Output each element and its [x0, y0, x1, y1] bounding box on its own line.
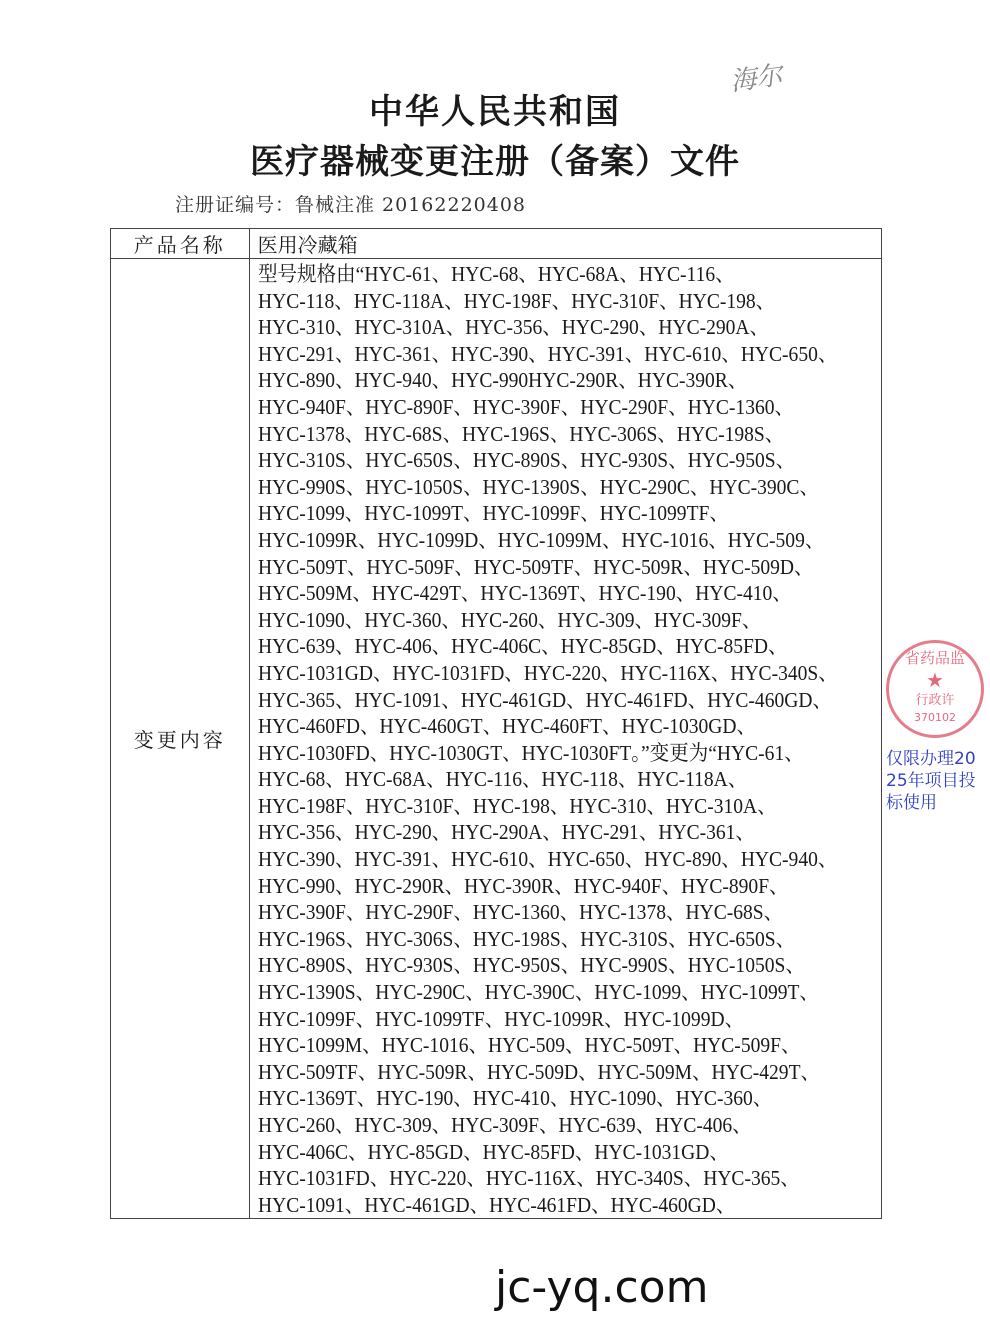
change-content-line: HYC-1031FD、HYC-220、HYC-116X、HYC-340S、HYC-365、 — [257, 1166, 800, 1191]
change-content-line: HYC-990S、HYC-1050S、HYC-1390S、HYC-290C、HYC-390C、 — [257, 474, 819, 499]
table-row-product-name — [111, 229, 882, 259]
change-content-line: HYC-1090、HYC-360、HYC-260、HYC-309、HYC-309F、 — [257, 607, 762, 632]
change-content-label: 变更内容 — [111, 259, 250, 1219]
change-content-line: HYC-509TF、HYC-509R、HYC-509D、HYC-509M、HYC-429T、 — [257, 1059, 820, 1084]
seal-code: 370102 — [914, 711, 956, 724]
table-row-change-content — [111, 259, 882, 1219]
change-content-line: HYC-1390S、HYC-290C、HYC-390C、HYC-1099、HYC-1099T、 — [257, 980, 819, 1005]
watermark: jc-yq.com — [495, 1262, 709, 1313]
change-content-line: HYC-890、HYC-940、HYC-990HYC-290R、HYC-390R、 — [257, 368, 747, 393]
change-content-line: HYC-291、HYC-361、HYC-390、HYC-391、HYC-610、HYC-650、 — [257, 341, 837, 366]
change-content-line: HYC-990、HYC-290R、HYC-390R、HYC-940F、HYC-890F、 — [257, 873, 789, 898]
change-content-line: HYC-390、HYC-391、HYC-610、HYC-650、HYC-890、HYC-940、 — [257, 847, 837, 872]
change-content-text — [258, 259, 881, 1218]
change-content-line: HYC-1099、HYC-1099T、HYC-1099F、HYC-1099TF、 — [257, 501, 729, 526]
official-seal — [886, 640, 984, 738]
change-content-line: HYC-509T、HYC-509F、HYC-509TF、HYC-509R、HYC-509D、 — [257, 554, 814, 579]
change-content-line: HYC-940F、HYC-890F、HYC-390F、HYC-290F、HYC-1360、 — [257, 394, 794, 419]
seal-text: 省药品监 — [904, 649, 965, 667]
change-content-line: HYC-460FD、HYC-460GT、HYC-460FT、HYC-1030GD、 — [257, 714, 756, 739]
usage-restriction-note: 仅限办理2025年项目投标使用 — [886, 749, 976, 813]
change-content-line: HYC-1030FD、HYC-1030GT、HYC-1030FT。”变更为“HYC-61、 — [257, 740, 804, 765]
change-content-line: HYC-356、HYC-290、HYC-290A、HYC-291、HYC-361、 — [257, 820, 755, 845]
change-content-line: HYC-1099F、HYC-1099TF、HYC-1099R、HYC-1099D、 — [257, 1006, 744, 1031]
seal-star-icon: ★ — [926, 668, 944, 692]
change-content-line: HYC-260、HYC-309、HYC-309F、HYC-639、HYC-406、 — [257, 1113, 752, 1137]
product-name-value: 医用冷藏箱 — [249, 229, 881, 259]
change-content-line: HYC-1099R、HYC-1099D、HYC-1099M、HYC-1016、HYC-509、 — [257, 527, 824, 552]
change-content-line: HYC-310、HYC-310A、HYC-356、HYC-290、HYC-290A、 — [257, 315, 769, 340]
change-content-line: HYC-365、HYC-1091、HYC-461GD、HYC-461FD、HYC-460GD、 — [257, 687, 832, 712]
change-content-line: HYC-118、HYC-118A、HYC-198F、HYC-310F、HYC-198、 — [257, 288, 775, 313]
change-content-line: HYC-1031GD、HYC-1031FD、HYC-220、HYC-116X、HYC-340S、 — [257, 660, 838, 685]
seal-bottom-text: 行政许 — [915, 693, 955, 708]
change-content-line: HYC-390F、HYC-290F、HYC-1360、HYC-1378、HYC-68S、 — [257, 900, 783, 925]
change-content-line: 型号规格由“HYC-61、HYC-68、HYC-68A、HYC-116、 — [257, 262, 735, 286]
change-content-line: HYC-196S、HYC-306S、HYC-198S、HYC-310S、HYC-650S、 — [257, 926, 795, 951]
change-content-line: HYC-639、HYC-406、HYC-406C、HYC-85GD、HYC-85FD、 — [257, 634, 788, 659]
change-content-line: HYC-890S、HYC-930S、HYC-950S、HYC-990S、HYC-1050S、 — [257, 953, 805, 978]
change-content-line: HYC-509M、HYC-429T、HYC-1369T、HYC-190、HYC-410、 — [257, 581, 792, 606]
change-table — [110, 228, 882, 1219]
change-content-line: HYC-406C、HYC-85GD、HYC-85FD、HYC-1031GD、 — [257, 1139, 729, 1164]
document-title-line1: 中华人民共和国 — [369, 92, 621, 132]
change-content-line: HYC-1369T、HYC-190、HYC-410、HYC-1090、HYC-360、 — [257, 1086, 772, 1111]
change-content-line: HYC-1099M、HYC-1016、HYC-509、HYC-509T、HYC-509F、 — [257, 1033, 801, 1058]
document-title-line2: 医疗器械变更注册（备案）文件 — [250, 142, 740, 182]
product-name-label: 产品名称 — [111, 229, 250, 259]
change-content-line: HYC-68、HYC-68A、HYC-116、HYC-118、HYC-118A、 — [257, 767, 747, 792]
handwritten-note: 海尔 — [728, 60, 785, 98]
change-content-line: HYC-1091、HYC-461GD、HYC-461FD、HYC-460GD、 — [257, 1192, 736, 1217]
change-content-line: HYC-1378、HYC-68S、HYC-196S、HYC-306S、HYC-198S、 — [257, 421, 784, 446]
change-content-line: HYC-198F、HYC-310F、HYC-198、HYC-310、HYC-310A、 — [257, 793, 777, 818]
change-content-line: HYC-310S、HYC-650S、HYC-890S、HYC-930S、HYC-950S、 — [257, 448, 795, 473]
registration-number: 注册证编号：鲁械注准 20162220408 — [175, 194, 527, 216]
